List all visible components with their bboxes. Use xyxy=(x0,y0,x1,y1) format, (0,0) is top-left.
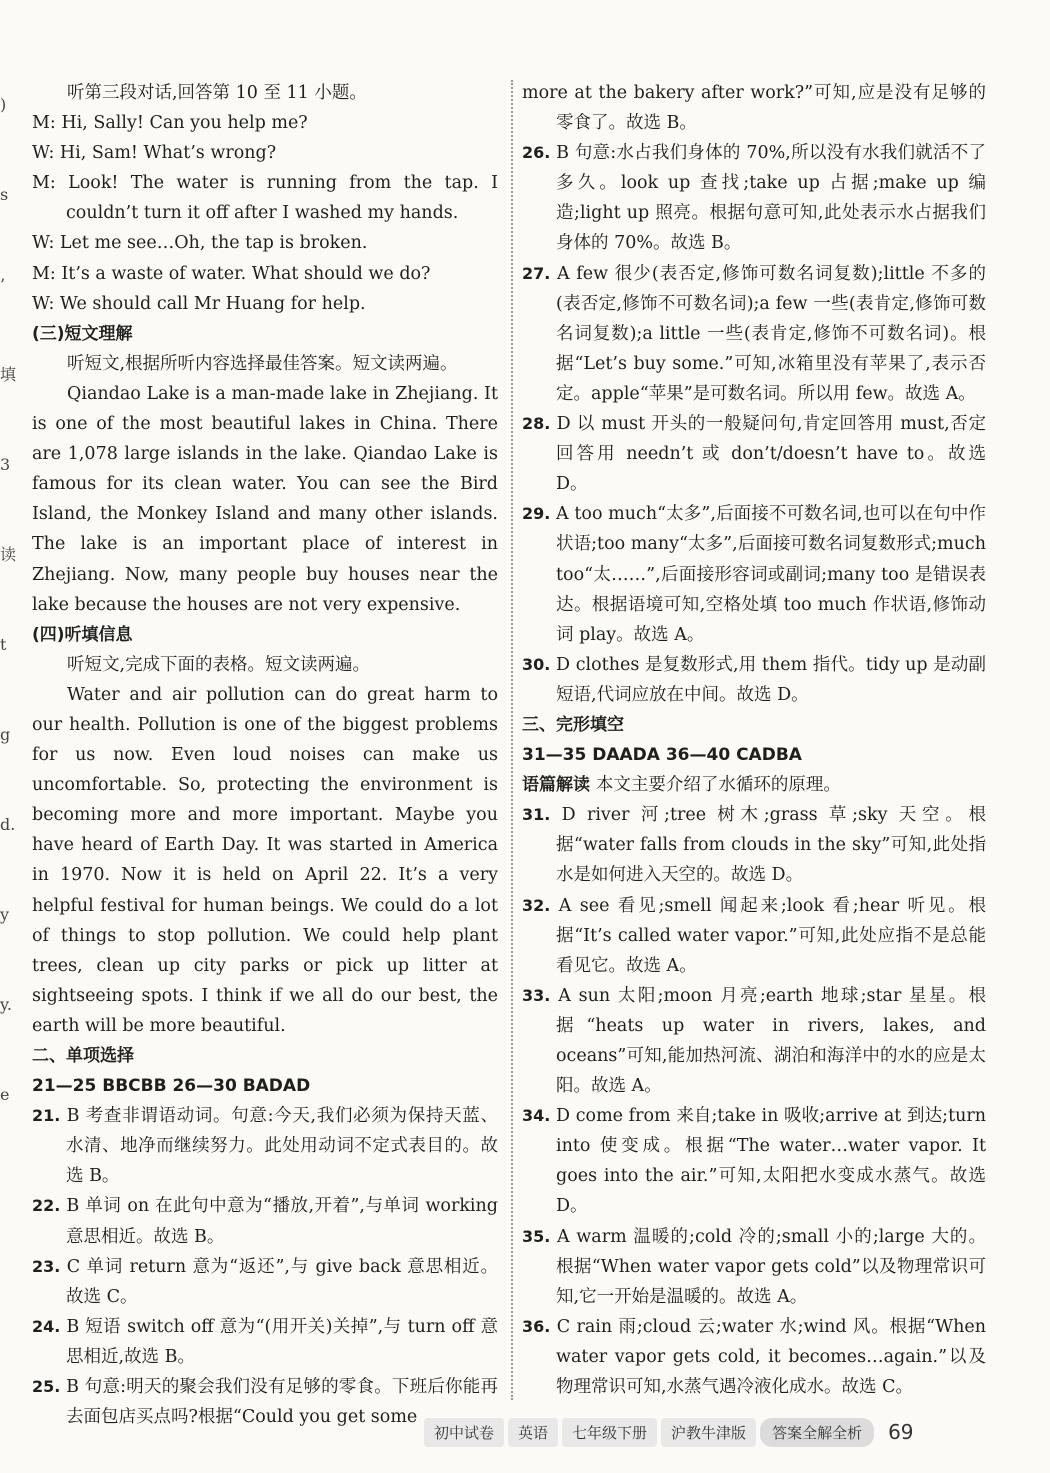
paragraph: 听短文,根据所听内容选择最佳答案。短文读两遍。 xyxy=(67,353,458,374)
paragraph: Water and air pollution can do great harm to our health. Pollution is one of the biggest problems for us now. Even loud noises can make us uncomfortable. So, protecting the environment is becoming more and more important. Maybe you have heard of Earth Day. It was started in America in 1970. Now it is held on April 22. It’s a very helpful festival for human beings. We could do a lot of things to stop pollution. We could help plant trees, clean up city parks or pick up litter at sightseeing spots. I think if we all do our best, the earth will be more beautiful. xyxy=(32,684,498,1036)
passage-summary xyxy=(522,770,986,800)
edge-glyph: ) xyxy=(0,95,7,114)
paragraph: 听短文,完成下面的表格。短文读两遍。 xyxy=(67,654,371,675)
continued-explanation: more at the bakery after work?”可知,应是没有足够的零食了。故选 B。 xyxy=(522,83,986,134)
section-heading: (三)短文理解 xyxy=(32,323,133,344)
answer-explanation xyxy=(522,1312,986,1402)
answer-explanation xyxy=(522,650,986,710)
explanation-text: B 短语 switch off 意为“(用开关)关掉”,与 turn off 意思相近,故选 B。 xyxy=(66,1316,498,1367)
page-footer xyxy=(424,1416,914,1448)
right-column xyxy=(522,78,986,1402)
edge-glyph: 读 xyxy=(0,545,17,564)
answer-explanation xyxy=(522,259,986,409)
edge-glyph: 填 xyxy=(0,365,17,384)
paragraph: 听第三段对话,回答第 10 至 11 小题。 xyxy=(67,83,367,103)
question-number: 33. xyxy=(522,985,559,1005)
answer-explanation xyxy=(522,891,986,981)
explanation-text: B 单词 on 在此句中意为“播放,开着”,与单词 working 意思相近。故选 B。 xyxy=(66,1196,498,1247)
column-divider xyxy=(511,80,513,1400)
answer-explanation xyxy=(522,1101,986,1221)
question-number: 29. xyxy=(522,504,557,524)
explanation-text: D clothes 是复数形式,用 them 指代。tidy up 是动副短语,代词应放在中间。故选 D。 xyxy=(556,654,986,705)
answer-key: 31—35 DAADA 36—40 CADBA xyxy=(522,745,802,766)
footer-grade: 七年级下册 xyxy=(562,1418,657,1447)
answer-explanation xyxy=(522,981,986,1101)
answer-explanation xyxy=(32,1312,498,1372)
edge-glyph: s xyxy=(0,185,9,204)
dialogue-line: W: Let me see…Oh, the tap is broken. xyxy=(32,233,368,254)
explanation-text: A warm 温暖的;cold 冷的;small 小的;large 大的。根据“When water vapor gets cold”以及物理常识可知,它一开始是温暖的。故选 A。 xyxy=(556,1226,986,1307)
dialogue-line: W: Hi, Sam! What’s wrong? xyxy=(32,143,277,164)
answer-explanation xyxy=(32,1101,498,1191)
edge-glyph: 3 xyxy=(0,455,11,474)
answer-explanation xyxy=(522,1222,986,1312)
explanation-text: C rain 雨;cloud 云;water 水;wind 风。根据“When water vapor gets cold, it becomes…again.”以及物理常识可知,水蒸气遇冷液化成水。故选 C。 xyxy=(556,1316,986,1398)
explanation-text: C 单词 return 意为“返还”,与 give back 意思相近。故选 C。 xyxy=(66,1256,499,1307)
section-heading: 三、完形填空 xyxy=(522,714,624,735)
section-heading: 二、单项选择 xyxy=(32,1046,134,1066)
question-number: 31. xyxy=(522,805,562,825)
dialogue-line: M: Hi, Sally! Can you help me? xyxy=(32,113,308,134)
answer-explanation xyxy=(522,409,986,499)
section-heading: (四)听填信息 xyxy=(32,624,133,645)
answer-explanation xyxy=(522,499,986,649)
question-number: 27. xyxy=(522,263,557,283)
dialogue-line: W: We should call Mr Huang for help. xyxy=(32,293,366,314)
footer-subject: 英语 xyxy=(508,1418,558,1447)
question-number: 28. xyxy=(522,414,557,434)
question-number: 34. xyxy=(522,1106,557,1126)
dialogue-line: M: It’s a waste of water. What should we do? xyxy=(32,263,431,284)
explanation-text: D river 河;tree 树木;grass 草;sky 天空。根据“water falls from clouds in the sky”可知,此处指水是如何进入天空的。故选 D。 xyxy=(556,805,986,886)
page-number: 69 xyxy=(888,1420,914,1444)
explanation-text: B 句意:明天的聚会我们没有足够的零食。下班后你能再去面包店买点吗?根据“Could you get some xyxy=(66,1377,498,1428)
question-number: 30. xyxy=(522,654,557,674)
answer-explanation xyxy=(32,1191,498,1251)
question-number: 35. xyxy=(522,1226,557,1246)
question-number: 22. xyxy=(32,1196,67,1216)
question-number: 26. xyxy=(522,143,557,163)
question-number: 36. xyxy=(522,1316,557,1336)
explanation-text: D come from 来自;take in 吸收;arrive at 到达;turn into 使变成。根据“The water…water vapor. It goes into the air.”可知,太阳把水变成水蒸气。故选 D。 xyxy=(556,1106,987,1217)
explanation-text: D 以 must 开头的一般疑问句,肯定回答用 must,否定回答用 needn’t 或 don’t/doesn’t have to。故选 D。 xyxy=(556,414,986,495)
answer-key: 21—25 BBCBB 26—30 BADAD xyxy=(32,1076,311,1097)
edge-glyph: d. xyxy=(0,815,16,834)
answer-explanation xyxy=(522,138,986,258)
answer-explanation xyxy=(32,1252,498,1312)
explanation-text: A see 看见;smell 闻起来;look 看;hear 听见。根据“It’s called water vapor.”可知,此处应指不是总能看见它。故选 A。 xyxy=(556,895,986,976)
edge-glyph: ’ xyxy=(0,275,6,294)
edge-glyph: y. xyxy=(0,995,12,1014)
paragraph: Qiandao Lake is a man-made lake in Zhejiang. It is one of the most beautiful lakes in China. There are 1,078 large islands in the lake. Qiandao Lake is famous for its clean water. You can see the Bird Island, the Monkey Island and many other islands. The lake is an important place of interest in Zhejiang. Now, many people buy houses near the lake because the houses are not very expensive. xyxy=(32,383,498,615)
question-number: 21. xyxy=(32,1106,67,1126)
edge-glyph: t xyxy=(0,635,7,654)
explanation-text: A sun 太阳;moon 月亮;earth 地球;star 星星。根据“heats up water in rivers, lakes, and oceans”可知,能加热河流、湖泊和海洋中的水的应是太阳。故选 A。 xyxy=(556,985,986,1097)
question-number: 32. xyxy=(522,895,559,915)
summary-label: 语篇解读 xyxy=(522,775,596,796)
dialogue-line: M: Look! The water is running from the tap. I couldn’t turn it off after I washed my hands. xyxy=(32,173,498,224)
question-number: 25. xyxy=(32,1377,67,1397)
explanation-text: B 句意:水占我们身体的 70%,所以没有水我们就活不了多久。look up 查找;take up 占据;make up 编造;light up 照亮。根据句意可知,此处表示水占据我们身体的 70%。故选 B。 xyxy=(556,143,986,254)
edge-glyph: g xyxy=(0,725,11,744)
footer-edition: 沪教牛津版 xyxy=(661,1418,756,1447)
edge-glyph: y xyxy=(0,905,10,924)
summary-text: 本文主要介绍了水循环的原理。 xyxy=(595,775,841,796)
answer-explanation xyxy=(522,800,986,890)
page-edge-fragments xyxy=(0,60,17,1400)
explanation-text: A too much“太多”,后面接不可数名词,也可以在句中作状语;too many“太多”,后面接可数名词复数形式;much too“太……”,后面接形容词或副词;many too 是错误表达。根据语境可知,空格处填 too much 作状语,修饰动词 play。故选 A。 xyxy=(556,504,986,645)
question-number: 23. xyxy=(32,1256,67,1276)
question-number: 24. xyxy=(32,1316,67,1336)
edge-glyph: e xyxy=(0,1085,10,1104)
left-column xyxy=(32,78,498,1432)
footer-badge: 答案全解全析 xyxy=(760,1418,874,1447)
explanation-text: A few 很少(表否定,修饰可数名词复数);little 不多的(表否定,修饰不可数名词);a few 一些(表肯定,修饰可数名词复数);a little 一些(表肯定,修饰不可数名词)。根据“Let’s buy some.”可知,冰箱里没有苹果了,表示否定。apple“苹果”是可数名词。所以用 few。故选 A。 xyxy=(556,263,986,404)
explanation-text: B 考查非谓语动词。句意:今天,我们必须为保持天蓝、水清、地净而继续努力。此处用动词不定式表目的。故选 B。 xyxy=(66,1106,498,1187)
footer-series: 初中试卷 xyxy=(424,1418,504,1447)
